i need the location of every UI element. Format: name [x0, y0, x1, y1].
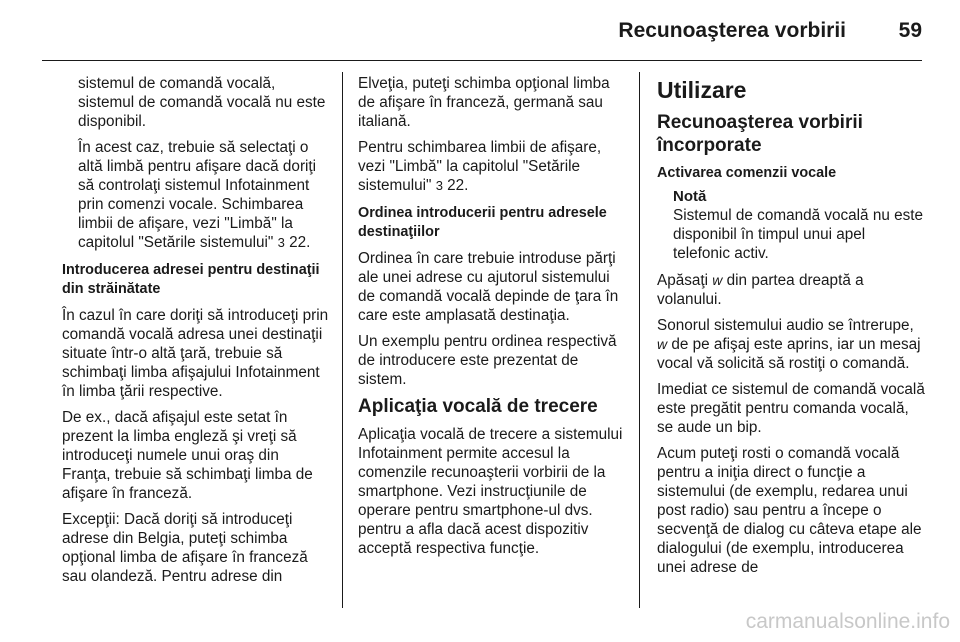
col3-paragraph-2-a: Sonorul sistemului audio se întrerupe, [657, 317, 914, 334]
header-divider [42, 60, 922, 61]
column-2 [358, 74, 626, 558]
voice-control-icon: w [657, 336, 668, 352]
col1-paragraph-1: sistemul de comandă vocală, sistemul de comandă vocală nu este disponibil. [78, 75, 326, 130]
page-number: 59 [898, 19, 922, 42]
col1-heading: Introducerea adresei pentru destinaţii din străinătate [62, 262, 320, 297]
page-ref-icon: 3 [435, 178, 443, 193]
note-title: Notă [673, 188, 707, 205]
col3-paragraph-2 [657, 316, 925, 373]
col3-paragraph-2-b: de pe afişaj este aprins, iar un mesaj vocal vă solicită să rostiţi o comandă. [657, 336, 921, 372]
section-title: Utilizare [657, 77, 747, 103]
section-subtitle: Recunoaşterea vorbirii încorporate [657, 112, 863, 156]
column-divider-1 [342, 72, 343, 608]
col1-paragraph-4: De ex., dacă afişajul este setat în prezent la limba engleză şi vreţi să introduceţi numele unui oraş din Franţa, trebuie să schimbaţi limba de afişare în franceză. [62, 409, 313, 502]
col3-paragraph-4: Acum puteţi rosti o comandă vocală pentru a iniţia direct o funcţie a sistemului (de exemplu, redarea unui post radio) sau pentru a începe o secvenţă de dialog cu câteva etape ale dialogului (de exemplu, introducerea unei adrese de [657, 445, 922, 576]
col2-paragraph-5: Aplicaţia vocală de trecere a sistemului Infotainment permite accesul la comenzile recunoaşterii vorbirii de la smartphone. Vezi instrucţiunile de operare pentru smartphone-ul dvs. pentru a afla dacă acest dispozitiv acceptă respectiva funcţie. [358, 426, 623, 557]
col1-paragraph-5: Excepţii: Dacă doriţi să introduceţi adrese din Belgia, puteţi schimba opţional limba de afişare în franceză sau olandeză. Pentru adrese din [62, 511, 308, 585]
note-box [657, 187, 925, 263]
page-ref-icon: 3 [277, 235, 285, 250]
col2-heading: Ordinea introducerii pentru adresele destinaţiilor [358, 205, 607, 240]
col1-paragraph-2 [62, 138, 330, 252]
col2-page-ref: 22. [447, 177, 469, 194]
voice-control-icon: w [712, 272, 723, 288]
col2-paragraph-2 [358, 138, 626, 195]
col2-section-heading: Aplicaţia vocală de trecere [358, 396, 598, 417]
col3-paragraph-1 [657, 271, 925, 309]
col2-paragraph-3: Ordinea în care trebuie introduse părţi ale unei adrese cu ajutorul sistemului de comandă vocală depinde de ţara în care este amplasată destinaţia. [358, 250, 619, 324]
col3-paragraph-3: Imediat ce sistemul de comandă vocală este pregătit pentru comanda vocală, se aude un bip. [657, 381, 925, 436]
col2-paragraph-1: Elveţia, puteţi schimba opţional limba de afişare în franceză, germană sau italiană. [358, 75, 610, 130]
col3-paragraph-1-b: din partea dreaptă a volanului. [657, 272, 864, 308]
col3-paragraph-1-a: Apăsaţi [657, 272, 709, 289]
col3-heading: Activarea comenzii vocale [657, 165, 837, 181]
col1-paragraph-2-text: În acest caz, trebuie să selectaţi o altă limbă pentru afişare dacă doriţi să controlaţi sistemul Infotainment prin comenzi vocale. Schimbarea limbii de afişare, vezi "Limbă" la capitolul "Setările sistemului" [78, 139, 317, 251]
note-text: Sistemul de comandă vocală nu este disponibil în timpul unui apel telefonic activ. [673, 207, 923, 262]
col2-paragraph-2-text: Pentru schimbarea limbii de afişare, vezi "Limbă" la capitolul "Setările sistemului" [358, 139, 602, 194]
column-divider-2 [639, 72, 640, 608]
col1-page-ref: 22. [289, 234, 311, 251]
watermark: carmanualsonline.info [745, 610, 950, 633]
col1-paragraph-3: În cazul în care doriţi să introduceţi prin comandă vocală adresa unei destinaţii situate într-o altă ţară, trebuie să schimbaţi limba afişajului Infotainment în limba ţării respective. [62, 307, 329, 400]
column-1 [62, 74, 330, 586]
column-3 [657, 76, 925, 577]
page-title: Recunoaşterea vorbirii [618, 19, 846, 42]
col2-paragraph-4: Un exemplu pentru ordinea respectivă de introducere este prezentat de sistem. [358, 333, 617, 388]
